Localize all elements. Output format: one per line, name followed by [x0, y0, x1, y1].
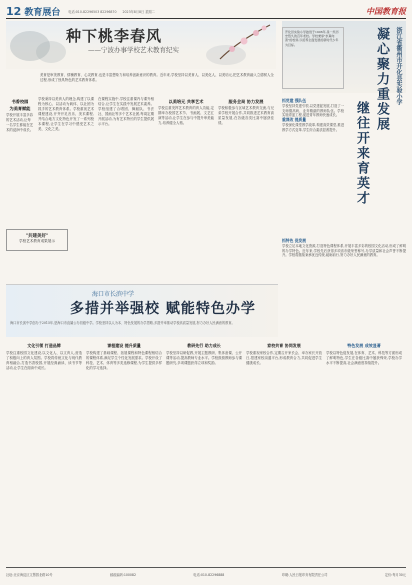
article-subheadline: ——宁波办事学校艺术教育纪实 — [88, 46, 179, 54]
article-column-1: 学校秉持以美育人的理念,构建了以课程为核心、以活动为载体、以社团为抓手的艺术教育体系。学校重视艺术课程建设,开齐开足音乐、美术课程,并结合地方文化特色开发了一系列校本课程,让学生在学习中感受艺术之美、文化之美。 — [38, 97, 94, 131]
publish-date: 2023年8月8日 星期二 — [122, 9, 155, 14]
lower-column-5 — [326, 340, 402, 366]
mid-headline: 多措并举强校 赋能特色办学 — [70, 301, 256, 317]
footer-price: 定价:每月30元 — [384, 572, 406, 577]
column-text: 学校注重校园文化建设,以文化人、以文育人,营造了积极向上的育人氛围。学校将传统文化与现代教育相融合,打造书香校园,开展经典诵读、读书节等活动,让学生在阅读中成长。 — [6, 351, 82, 370]
column-heading: 以美培元 共享艺术 — [168, 99, 204, 104]
right-body-text: 学校深化课堂教学改革,构建高效课堂,推进教学方式变革,学生综合素质显著提升。 — [282, 122, 344, 132]
ink-wash-banner — [6, 21, 276, 69]
column-text: 学校注重发挥艺术教育的育人功能,定期举办校园艺术节、书画展、文艺汇演等活动,让学生在参与中提升审美能力,培养健全人格。 — [158, 106, 214, 125]
blossom-branch-icon — [218, 21, 272, 61]
column-heading: 文化引领 打造品牌 — [27, 343, 61, 348]
caption-text: 学校艺术教育成果展示 — [19, 239, 55, 243]
article-column-3 — [158, 97, 214, 126]
right-bottom — [282, 239, 406, 258]
lower-column-2 — [86, 340, 162, 371]
lower-column-3 — [166, 340, 242, 366]
article-headline: 种下桃李春风 — [66, 27, 163, 45]
sidebar-heading: 书香校园 — [11, 99, 29, 104]
right-bottom-text: 学校立足本地文化资源,打造特色课程体系,开展丰富多彩的校园文化活动,形成了鲜明的办学特色。近年来,学校先后获得多项省市级荣誉称号,办学质量和社会声誉不断提升。学校将继续秉承优良传统,砥砺前行,努力办好人民满意的教育。 — [282, 243, 406, 258]
caption-title: "共建美好" — [25, 234, 49, 239]
footer-address: 社址:北京海淀区文慧园北路10号 — [6, 572, 53, 577]
footer-printer: 印刷:人民日报印务有限责任公司 — [281, 572, 328, 577]
mid-article-banner — [6, 284, 278, 337]
column-text: 学校坚持以研促教,开展主题教研、集体备课、公开课等活动,提高教师专业水平。学校鼓励教师参与课题研究,多项课题获得立项和奖励。 — [166, 351, 242, 365]
article-column-4 — [218, 97, 274, 126]
section-title: 教育展台 — [24, 7, 61, 18]
lower-column-4 — [246, 340, 322, 366]
right-bottom-heading: 抓特色 促发展 — [282, 238, 307, 243]
mid-lede: 海口市长滨中学创办于2015年,是海口市直属公办初级中学。学校坚持以人为本、特色发展的办学思路,多措并举推动学校高质量发展,努力办好人民满意的教育。 — [10, 321, 235, 325]
column-heading: 教研先行 助力成长 — [187, 343, 221, 348]
sidebar-column — [6, 97, 34, 133]
article-lede: 美育是审美教育、情操教育、心灵教育,也是丰富想象力和培养创新意识的教育。近年来,学校坚持以美育人、以美化人、以美培元,把艺术教育融入立德树人全过程,形成了独具特色的艺术教育体系。 — [40, 73, 274, 82]
page-footer — [6, 567, 406, 580]
caption-box — [6, 229, 68, 251]
column-heading: 特色发展 成效显著 — [347, 343, 381, 348]
right-body-heading: 抓党建 强队伍 — [282, 98, 307, 103]
column-text: 学校重视家校合作,定期召开家长会、举办家长开放日,搭建家校沟通平台,形成教育合力,共同促进学生健康成长。 — [246, 351, 322, 365]
column-heading: 服务全局 协力发展 — [228, 99, 264, 104]
newspaper-name: 中国教育报 — [366, 5, 406, 16]
right-intro: 开化县实验小学始创于1906年,是一所历史悠久的百年老校。学校秉承"求真向善"的校训,以培养全面发展的新时代少年为目标。 — [282, 27, 344, 89]
lower-column-1 — [6, 340, 82, 371]
editor-info: 电话:010-82296503 82296870 — [68, 9, 117, 14]
top-article — [6, 21, 276, 281]
right-article — [282, 21, 406, 331]
right-body-text: 学校坚持党建引领,以党建促发展,打造了一支师德高尚、业务精湛的教师队伍。学校实施青蓝工程,促进青年教师快速成长。 — [282, 103, 344, 118]
column-text: 学校构建了基础课程、拓展课程和特色课程相结合的课程体系,满足学生个性化发展需求。学校开设了科技、艺术、体育等多类选修课程,为学生提供多样化的学习选择。 — [86, 351, 162, 370]
page-number: 12 — [6, 4, 22, 18]
footer-phone: 电话:010-82296888 — [193, 572, 225, 577]
footer-postcode: 邮政编码:100082 — [110, 572, 136, 577]
mid-kicker: 海口市长滨中学 — [92, 291, 135, 298]
lower-columns — [6, 340, 406, 560]
column-heading: 家校共育 协同发展 — [267, 343, 301, 348]
right-headline-1: 凝心聚力重发展 — [374, 27, 389, 132]
right-headline-2: 继往开来育英才 — [354, 101, 369, 206]
column-text: 学校积极参与区域艺术教育交流,与兄弟学校开展合作,共同推进艺术教育高质量发展,在各级各类比赛中屡获佳绩。 — [218, 106, 274, 125]
column-heading: 课程建设 提升质量 — [107, 343, 141, 348]
page-header — [6, 4, 406, 19]
sidebar-subheading: 为美育赋能 — [9, 106, 31, 111]
column-text: 学校以特色促发展,在体育、艺术、科技等方面形成了鲜明特色,学生在各级比赛中屡获殊荣,学校办学水平不断提高,社会满意度持续提升。 — [326, 351, 402, 365]
article-column-2: 在课程实施中,学校注重课内与课外相结合,让学生在实践中发展艺术素养。学校组建了合唱团、舞蹈队、书法社、国画社等多个艺术社团,每周定期开展活动,为有艺术特长的学生提供展示平台。 — [98, 97, 154, 126]
right-kicker: 浙江省衢州市开化县实验小学 — [395, 27, 402, 105]
sidebar-text: 学校开展丰富多彩的艺术活动,让每一名学生都能在艺术的浸润中成长。 — [6, 113, 34, 132]
right-body-heading: 重课改 提质量 — [282, 117, 307, 123]
right-body — [282, 99, 344, 133]
